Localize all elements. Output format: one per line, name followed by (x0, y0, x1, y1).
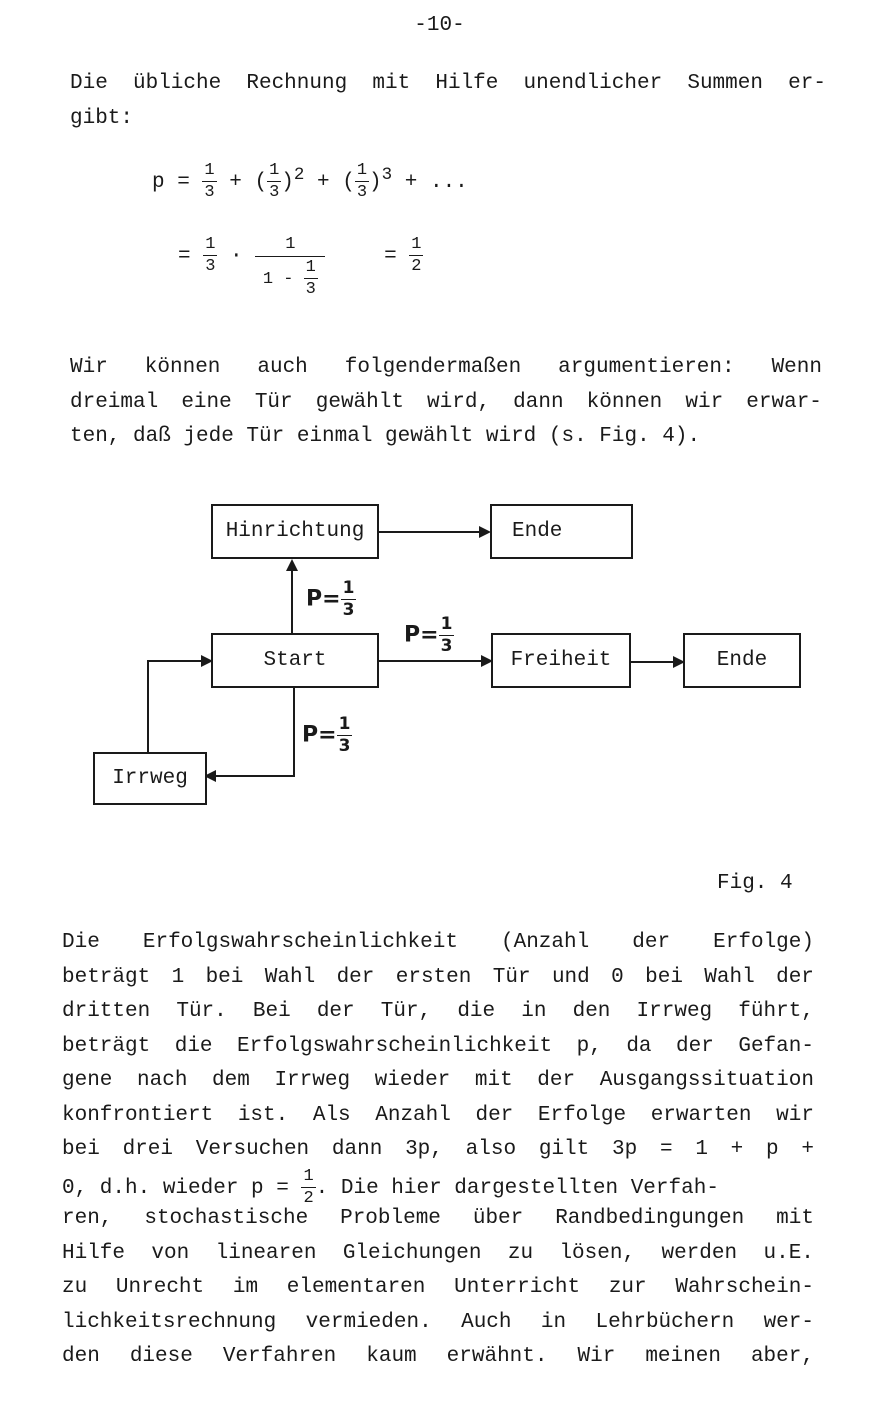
multiply-dot: · (230, 245, 243, 269)
box-ende-top: Ende (490, 504, 633, 559)
body-line: lichkeitsrechnung vermieden. Auch in Lehrbüchern wer- (62, 1310, 814, 1334)
fraction-one-third: $\frac{1}{3}$ (269, 161, 280, 202)
arrow-start-irrweg (206, 688, 294, 776)
word: unendlicher (523, 72, 663, 95)
body-line: beträgt 1 bei Wahl der ersten Tür und 0 bei Wahl der (62, 965, 814, 989)
arrow-irrweg-start (148, 661, 211, 752)
body-paragraph (62, 926, 814, 1375)
body-line: ren, stochastische Probleme über Randbedingungen mit (62, 1207, 814, 1230)
page-number: -10- (414, 14, 465, 37)
fraction-one-third: $\frac{1}{3}$ (205, 235, 216, 276)
word: er- (788, 72, 826, 95)
exponent-2: 2 (293, 165, 305, 186)
word: gewählt (315, 390, 404, 414)
word: mit (372, 72, 411, 95)
word: Rechnung (246, 72, 348, 95)
word: wird, (427, 390, 491, 414)
body-line: beträgt die Erfolgswahrscheinlichkeit p, da der Gefan- (62, 1034, 814, 1058)
box-start: Start (211, 633, 379, 688)
probability-label-up: P= $\frac{1}{3}$ (306, 578, 355, 620)
box-hinrichtung: Hinrichtung (211, 504, 379, 559)
word: folgendermaßen (344, 356, 522, 379)
formula-lhs: p = (152, 171, 190, 195)
word: dann (513, 390, 564, 414)
formula-sum: p = $\frac{1}{3}$ + ( $\frac{1}{3}$ )$^2$ + ( $\frac{1}{3}$ )$^3$ + ... (152, 161, 468, 202)
word: Tür (254, 390, 293, 414)
fraction-geometric: 1 1 - $\frac{1}{3}$ (255, 236, 325, 298)
intro-line-2: gibt: (70, 106, 134, 130)
word: können (144, 356, 221, 379)
word: eine (181, 390, 232, 414)
fraction-one-half: $\frac{1}{2}$ (303, 1166, 314, 1208)
word: Wenn (771, 356, 822, 379)
body-line: den diese Verfahren kaum erwähnt. Wir meinen aber, (62, 1345, 814, 1368)
fraction-one-half: $\frac{1}{2}$ (411, 235, 422, 276)
body-line: dritten Tür. Bei der Tür, die in den Irrweg führt, (62, 1000, 814, 1023)
formula-result: = $\frac{1}{3}$ · 1 1 - $\frac{1}{3}$ = $\frac{1}{2}$ (178, 235, 422, 299)
box-irrweg: Irrweg (93, 752, 207, 805)
word: Wir (70, 356, 108, 379)
body-line: zu Unrecht im elementaren Unterricht zur Wahrschein- (62, 1276, 814, 1299)
argument-line-3: ten, daß jede Tür einmal gewählt wird (s. Fig. 4). (70, 425, 701, 448)
figure-caption: Fig. 4 (717, 872, 793, 895)
body-line: konfrontiert ist. Als Anzahl der Erfolge erwarten wir (62, 1103, 814, 1127)
body-line-with-fraction: 0, d.h. wieder p = $\frac{1}{2}$ . Die hier dargestellten Verfah- (62, 1166, 719, 1208)
word: Die (70, 72, 108, 95)
ellipsis: + ... (404, 171, 468, 195)
fraction-one-third: $\frac{1}{3}$ (204, 161, 215, 202)
word: argumentieren: (558, 356, 735, 379)
word: erwar- (746, 390, 822, 414)
word: können (586, 390, 663, 414)
word: wir (685, 390, 724, 414)
body-line: gene nach dem Irrweg wieder mit der Ausgangssituation (62, 1069, 814, 1092)
probability-label-right: P= $\frac{1}{3}$ (404, 614, 453, 656)
body-line: bei drei Versuchen dann 3p, also gilt 3p = 1 + p + (62, 1138, 814, 1161)
fraction-one-third: $\frac{1}{3}$ (356, 161, 368, 202)
word: auch (257, 356, 308, 379)
word: dreimal (70, 390, 159, 414)
word: übliche (132, 72, 222, 95)
exponent-3: 3 (381, 165, 393, 186)
body-line: Die Erfolgswahrscheinlichkeit (Anzahl der Erfolge) (62, 931, 814, 954)
body-line: Hilfe von linearen Gleichungen zu lösen, werden u.E. (62, 1241, 814, 1265)
box-freiheit: Freiheit (491, 633, 631, 688)
word: Summen (687, 72, 763, 95)
box-ende-right: Ende (683, 633, 801, 688)
word: Hilfe (435, 72, 499, 95)
probability-label-down: P= $\frac{1}{3}$ (302, 714, 351, 756)
